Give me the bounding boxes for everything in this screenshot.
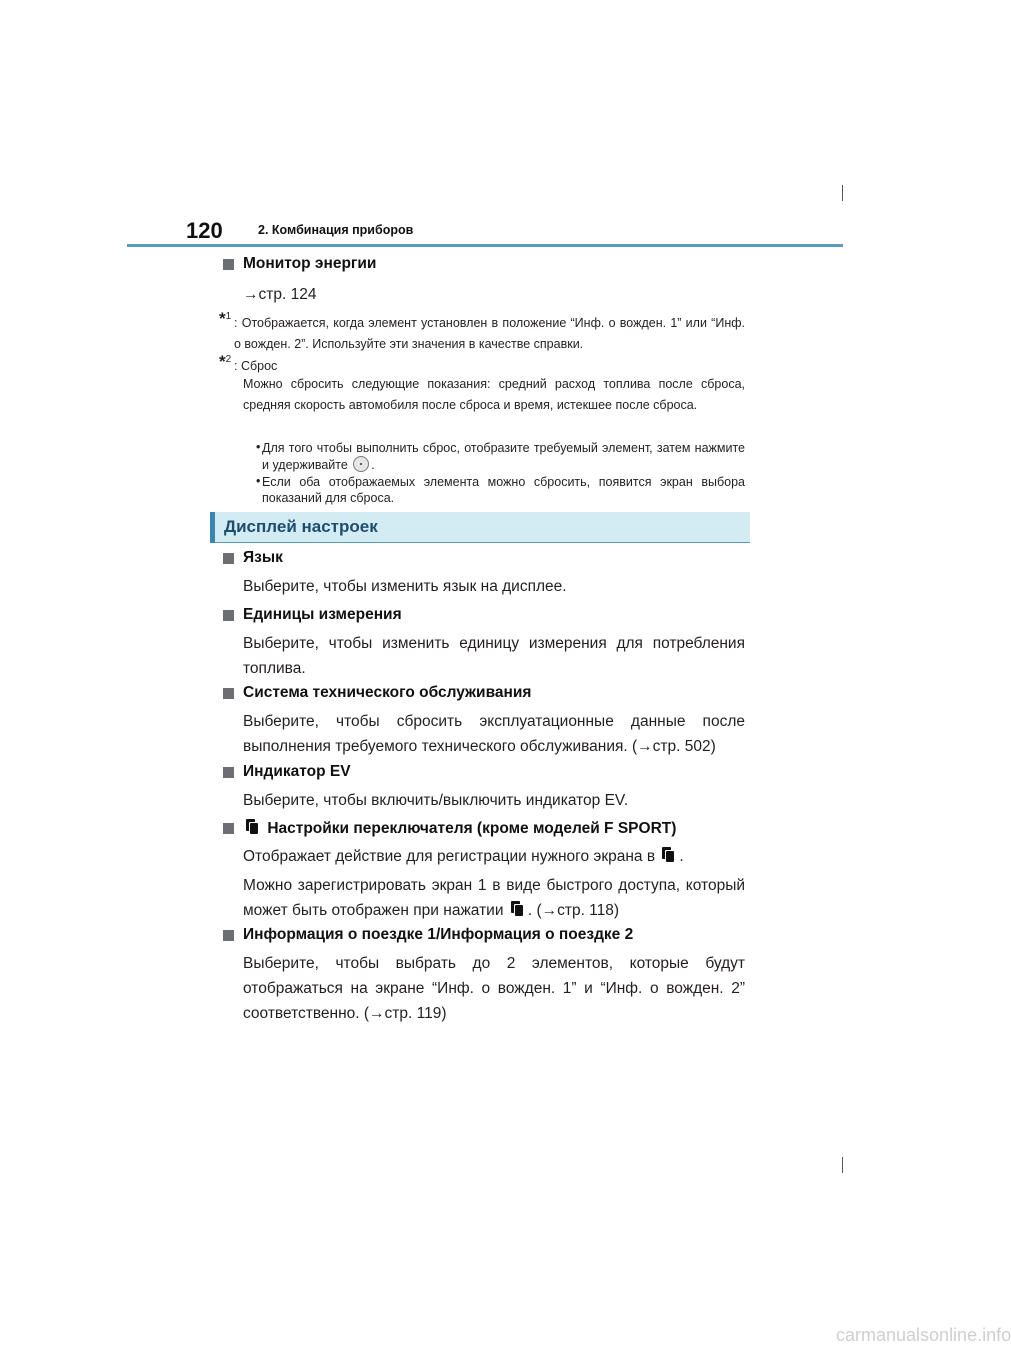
screen-switch-icon xyxy=(511,901,525,917)
steering-switch-button-icon xyxy=(353,456,369,472)
crop-mark-top xyxy=(842,185,843,201)
crop-mark-bottom xyxy=(842,1157,843,1173)
bullet-dot: • xyxy=(256,474,261,488)
footnote-1-mark: *$^1$ xyxy=(219,309,232,328)
footer-watermark: carmanualsonline.info xyxy=(836,1325,1011,1345)
switch-settings-text-2: Можно зарегистрировать экран 1 в виде быстрого доступа, который может быть отображен при нажатии . (→стр. 118) xyxy=(243,877,745,919)
page-number: 120 xyxy=(186,218,223,243)
switch-settings-text-1: Отображает действие для регистрации нужного экрана в . xyxy=(243,848,684,865)
units-heading: Единицы измерения xyxy=(243,606,402,623)
chapter-title: 2. Комбинация приборов xyxy=(258,223,414,237)
footnote-2-bullet-1: Для того чтобы выполнить сброс, отобразите требуемый элемент, затем нажмите и удерживайте . xyxy=(262,441,745,472)
footnote-2-bullet-2: Если оба отображаемых элемента можно сбросить, появится экран выбора показаний для сброса. xyxy=(262,475,745,505)
bullet-dot: • xyxy=(256,440,261,454)
section-heading-box xyxy=(210,512,750,543)
screen-switch-icon xyxy=(246,819,260,835)
trip-info-heading: Информация о поездке 1/Информация о поездке 2 xyxy=(243,926,634,943)
section-accent-bar xyxy=(210,512,215,543)
language-text: Выберите, чтобы изменить язык на дисплее. xyxy=(243,578,567,595)
square-bullet-icon xyxy=(223,767,234,778)
footnote-1-text: : Отображается, когда элемент установлен в положение “Инф. о вожден. 1” или “Инф. о вожден. 2”. Используйте эти значения в качестве справки. xyxy=(234,316,745,351)
footnote-2-mark: *$^2$ xyxy=(219,352,232,371)
square-bullet-icon xyxy=(223,688,234,699)
footnote-2-title: : Сброс xyxy=(234,359,278,373)
energy-monitor-heading: Монитор энергии xyxy=(243,255,377,272)
maintenance-heading: Система технического обслуживания xyxy=(243,684,532,701)
units-text: Выберите, чтобы изменить единицу измерения для потребления топлива. xyxy=(243,635,745,677)
ev-indicator-heading: Индикатор EV xyxy=(243,763,351,780)
language-heading: Язык xyxy=(243,549,283,566)
square-bullet-icon xyxy=(223,259,234,270)
ev-indicator-text: Выберите, чтобы включить/выключить индикатор EV. xyxy=(243,792,629,809)
switch-settings-heading: Настройки переключателя (кроме моделей F SPORT) xyxy=(243,819,676,838)
maintenance-text: Выберите, чтобы сбросить эксплуатационные данные после выполнения требуемого технического обслуживания. (→стр. 502) xyxy=(243,713,745,755)
header-rule xyxy=(127,244,843,247)
square-bullet-icon xyxy=(223,610,234,621)
footnote-2-text: Можно сбросить следующие показания: средний расход топлива после сброса, средняя скорость автомобиля после сброса и время, истекшее после сброса. xyxy=(243,377,745,412)
trip-info-text: Выберите, чтобы выбрать до 2 элементов, которые будут отображаться на экране “Инф. о вожден. 1” и “Инф. о вожден. 2” соответственно. (→стр. 119) xyxy=(243,955,745,1022)
screen-switch-icon xyxy=(662,847,676,863)
square-bullet-icon xyxy=(223,823,234,834)
square-bullet-icon xyxy=(223,930,234,941)
section-title: Дисплей настроек xyxy=(224,517,378,536)
energy-monitor-ref[interactable]: →стр. 124 xyxy=(243,286,317,303)
square-bullet-icon xyxy=(223,553,234,564)
